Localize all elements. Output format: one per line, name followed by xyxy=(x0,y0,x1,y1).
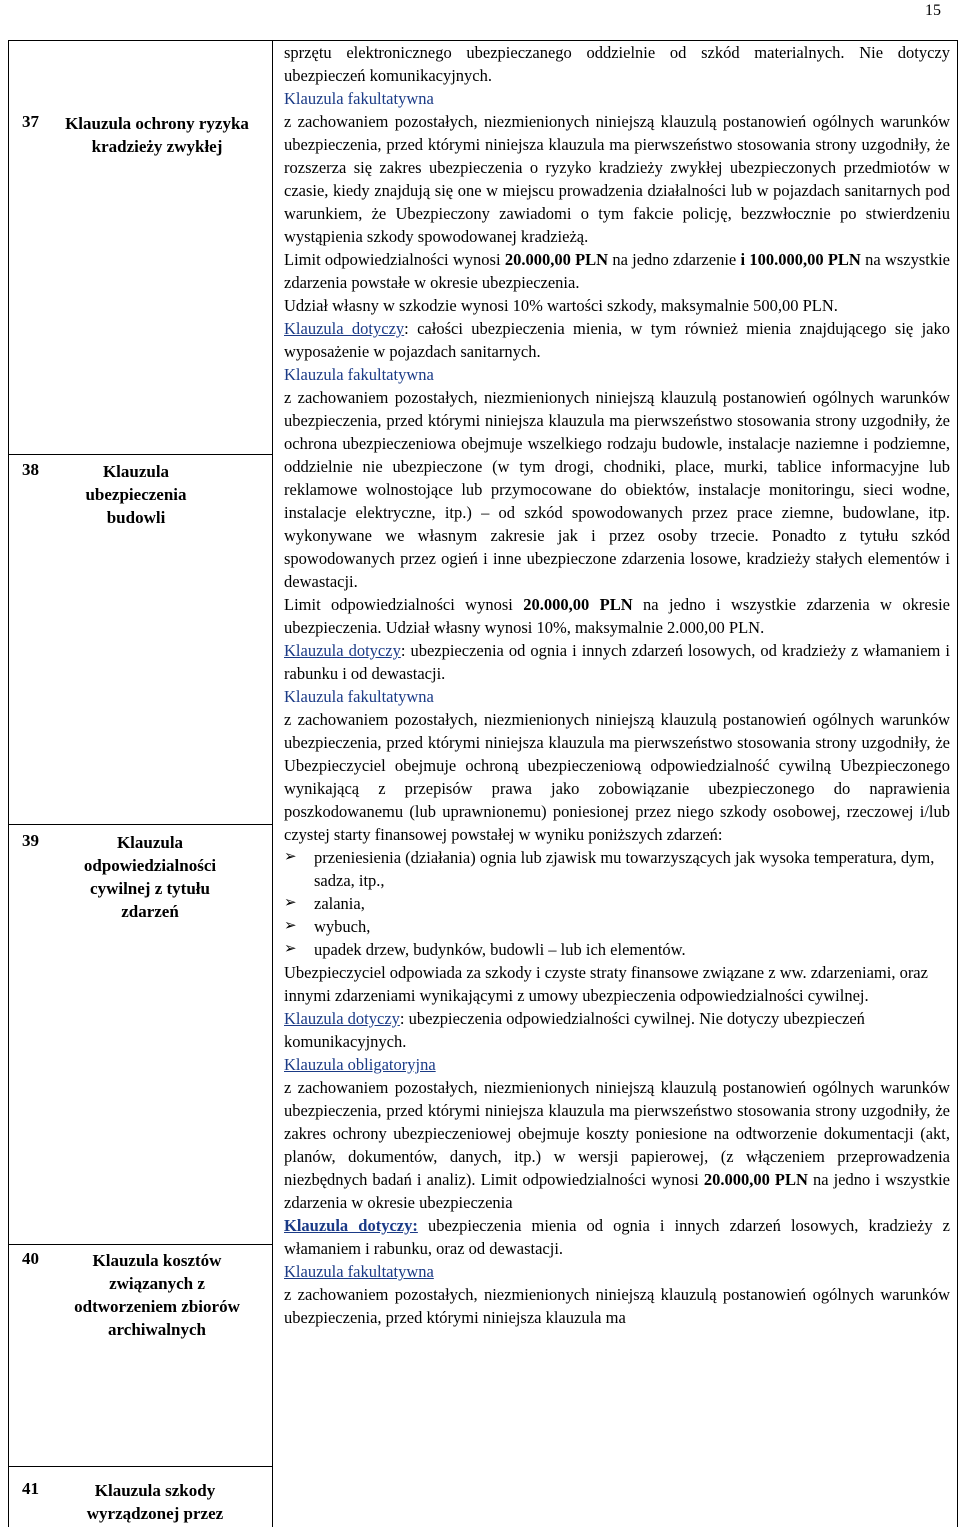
clause-37-deductible: Udział własny w szkodzie wynosi 10% wartości szkody, maksymalnie 500,00 PLN. xyxy=(284,296,838,315)
column-divider xyxy=(272,41,273,1527)
clause-title-40: Klauzula kosztów związanych z odtworzeniem zbiorów archiwalnych xyxy=(74,1251,240,1339)
clause-38-body: z zachowaniem pozostałych, niezmienionych niniejszą klauzulą postanowień ogólnych warunków ubezpieczenia, przed którymi niniejsza klauzula ma pierwszeństwo stosowania strony uzgodniły, że ochrona ubezpieczeniowa obejmuje wszelkiego rodzaju budowle, instalacje naziemne i podziemne, oddzielnie nie ubezpieczone (w tym drogi, chodniki, place, murki, tablice informacyjne lub reklamowe wolnostojące lub przymocowane do obiektów, instalacje monitoringu, sieci wodne, instalacje elektryczne, itp.) – od szkód spowodowanych przez prace ziemne, budowlane, itp. wykonywane we własnym zakresie jak i przez osoby trzecie. Ponadto z tytułu szkód spowodowanych przez ogień i inne ubezpieczone zdarzenia losowe, kradzieży stałych elementów i dewastacji. xyxy=(284,388,950,591)
clause-41-body: z zachowaniem pozostałych, niezmienionych niniejszą klauzulą postanowień ogólnych warunków ubezpieczenia, przed którymi niniejsza klauzula ma xyxy=(284,1285,950,1327)
clause-41-type: Klauzula fakultatywna xyxy=(284,1262,434,1281)
list-item: ➢ wybuch, xyxy=(284,917,371,936)
applies-label: Klauzula dotyczy: xyxy=(284,1216,418,1235)
clause-37-body: z zachowaniem pozostałych, niezmienionych niniejszą klauzulą postanowień ogólnych warunków ubezpieczenia, przed którymi niniejsza klauzula ma pierwszeństwo stosowania strony uzgodniły, że rozszerza się zakres ubezpieczenia o ryzyko kradzieży zwykłej ubezpieczonych przedmiotów w czasie, kiedy znajdują się one w miejscu prowadzenia działalności lub w pojazdach sanitarnych pod warunkiem, że Ubezpieczony zawiadomi o tym fakcie policję, bezzwłocznie po stwierdzeniu wystąpienia szkody spowodowanej kradzieżą. xyxy=(284,112,950,246)
clause-39-after: Ubezpieczyciel odpowiada za szkody i czyste straty finansowe związane z ww. zdarzeniami, oraz innymi zdarzeniami wynikającymi z umowy ubezpieczenia odpowiedzialności cywilnej. xyxy=(284,963,928,1005)
row-divider xyxy=(9,1244,272,1245)
clause-number-40: 40 xyxy=(22,1249,39,1268)
arrow-bullet-icon: ➢ xyxy=(284,918,297,934)
clause-number-37: 37 xyxy=(22,112,39,131)
clause-37-type: Klauzula fakultatywna xyxy=(284,89,434,108)
applies-label: Klauzula dotyczy xyxy=(284,319,405,338)
arrow-bullet-icon: ➢ xyxy=(284,895,297,911)
list-item: ➢ zalania, xyxy=(284,894,365,913)
applies-label: Klauzula dotyczy xyxy=(284,641,401,660)
clause-number-39: 39 xyxy=(22,831,39,850)
clause-content xyxy=(284,41,950,1329)
clause-38-limit: Limit odpowiedzialności wynosi 20.000,00 PLN na jedno i wszystkie zdarzenia w okresie ubezpieczenia. Udział własny wynosi 10%, maksymalnie 2.000,00 PLN. xyxy=(284,595,950,637)
intro-text: sprzętu elektronicznego ubezpieczanego oddzielnie od szkód materialnych. Nie dotyczy ubezpieczeń komunikacyjnych. xyxy=(284,43,950,85)
clause-title-38: Klauzula ubezpieczenia budowli xyxy=(85,462,187,527)
clause-title-39: Klauzula odpowiedzialności cywilnej z tytułu zdarzeń xyxy=(83,833,217,921)
row-divider xyxy=(9,454,272,455)
clause-40-applies: Klauzula dotyczy: ubezpieczenia mienia od ognia i innych zdarzeń losowych, kradzieży z włamaniem i rabunku, oraz od dewastacji. xyxy=(284,1216,950,1258)
clause-39-applies: Klauzula dotyczy: ubezpieczenia odpowiedzialności cywilnej. Nie dotyczy ubezpieczeń komunikacyjnych. xyxy=(284,1009,865,1051)
clause-number-41: 41 xyxy=(22,1479,39,1498)
clause-number-38: 38 xyxy=(22,460,39,479)
page-number: 15 xyxy=(925,2,941,19)
list-item: ➢ upadek drzew, budynków, budowli – lub ich elementów. xyxy=(284,940,686,959)
clause-39-type: Klauzula fakultatywna xyxy=(284,687,434,706)
clause-title-37: Klauzula ochrony ryzyka kradzieży zwykłej xyxy=(65,114,249,156)
clauses-table xyxy=(8,40,958,1527)
clause-40-type: Klauzula obligatoryjna xyxy=(284,1055,436,1074)
clause-40-body: z zachowaniem pozostałych, niezmienionych niniejszą klauzulą postanowień ogólnych warunków ubezpieczenia, przed którymi niniejsza klauzula ma pierwszeństwo stosowania strony uzgodniły, że zakres ochrony ubezpieczeniowej obejmuje koszty poniesione na odtworzenie dokumentacji (akt, planów, dokumentów, danych, itp.) w wersji papierowej, (z włączeniem przeprowadzenia niezbędnych badań i analiz). Limit odpowiedzialności wynosi 20.000,00 PLN na jedno i wszystkie zdarzenia w okresie ubezpieczenia xyxy=(284,1078,951,1212)
list-item: ➢ przeniesienia (działania) ognia lub zjawisk mu towarzyszących jak wysoka temperatura, dym, sadza, itp., xyxy=(284,848,935,890)
arrow-bullet-icon: ➢ xyxy=(284,849,297,865)
clause-37-applies: Klauzula dotyczy: całości ubezpieczenia mienia, w tym również mienia znajdującego się jako wyposażenie w pojazdach sanitarnych. xyxy=(284,319,950,361)
clause-37-limit: Limit odpowiedzialności wynosi 20.000,00 PLN na jedno zdarzenie i 100.000,00 PLN na wszystkie zdarzenia powstałe w okresie ubezpieczenia. xyxy=(284,250,950,292)
clause-title-41: Klauzula szkody wyrządzonej przez xyxy=(86,1481,224,1523)
clause-38-applies: Klauzula dotyczy: ubezpieczenia od ognia i innych zdarzeń losowych, od kradzieży z włamaniem i rabunku i od dewastacji. xyxy=(284,641,950,683)
clause-39-body: z zachowaniem pozostałych, niezmienionych niniejszą klauzulą postanowień ogólnych warunków ubezpieczenia, przed którymi niniejsza klauzula ma pierwszeństwo stosowania strony uzgodniły, że Ubezpieczyciel obejmuje ochroną ubezpieczeniową odpowiedzialność cywilną Ubezpieczonego wynikającą z przepisów prawa jako zobowiązanie ubezpieczonego do naprawienia poszkodowanemu (lub uprawnionemu) poniesionej przez niego szkody osobowej, rzeczowej i/lub czystej starty finansowej powstałej w wyniku poniższych zdarzeń: xyxy=(284,710,950,844)
arrow-bullet-icon: ➢ xyxy=(284,941,297,957)
row-divider xyxy=(9,824,272,825)
clause-38-type: Klauzula fakultatywna xyxy=(284,365,434,384)
applies-label: Klauzula dotyczy xyxy=(284,1009,400,1028)
clause-39-events-list xyxy=(284,846,950,961)
row-divider xyxy=(9,1466,272,1467)
